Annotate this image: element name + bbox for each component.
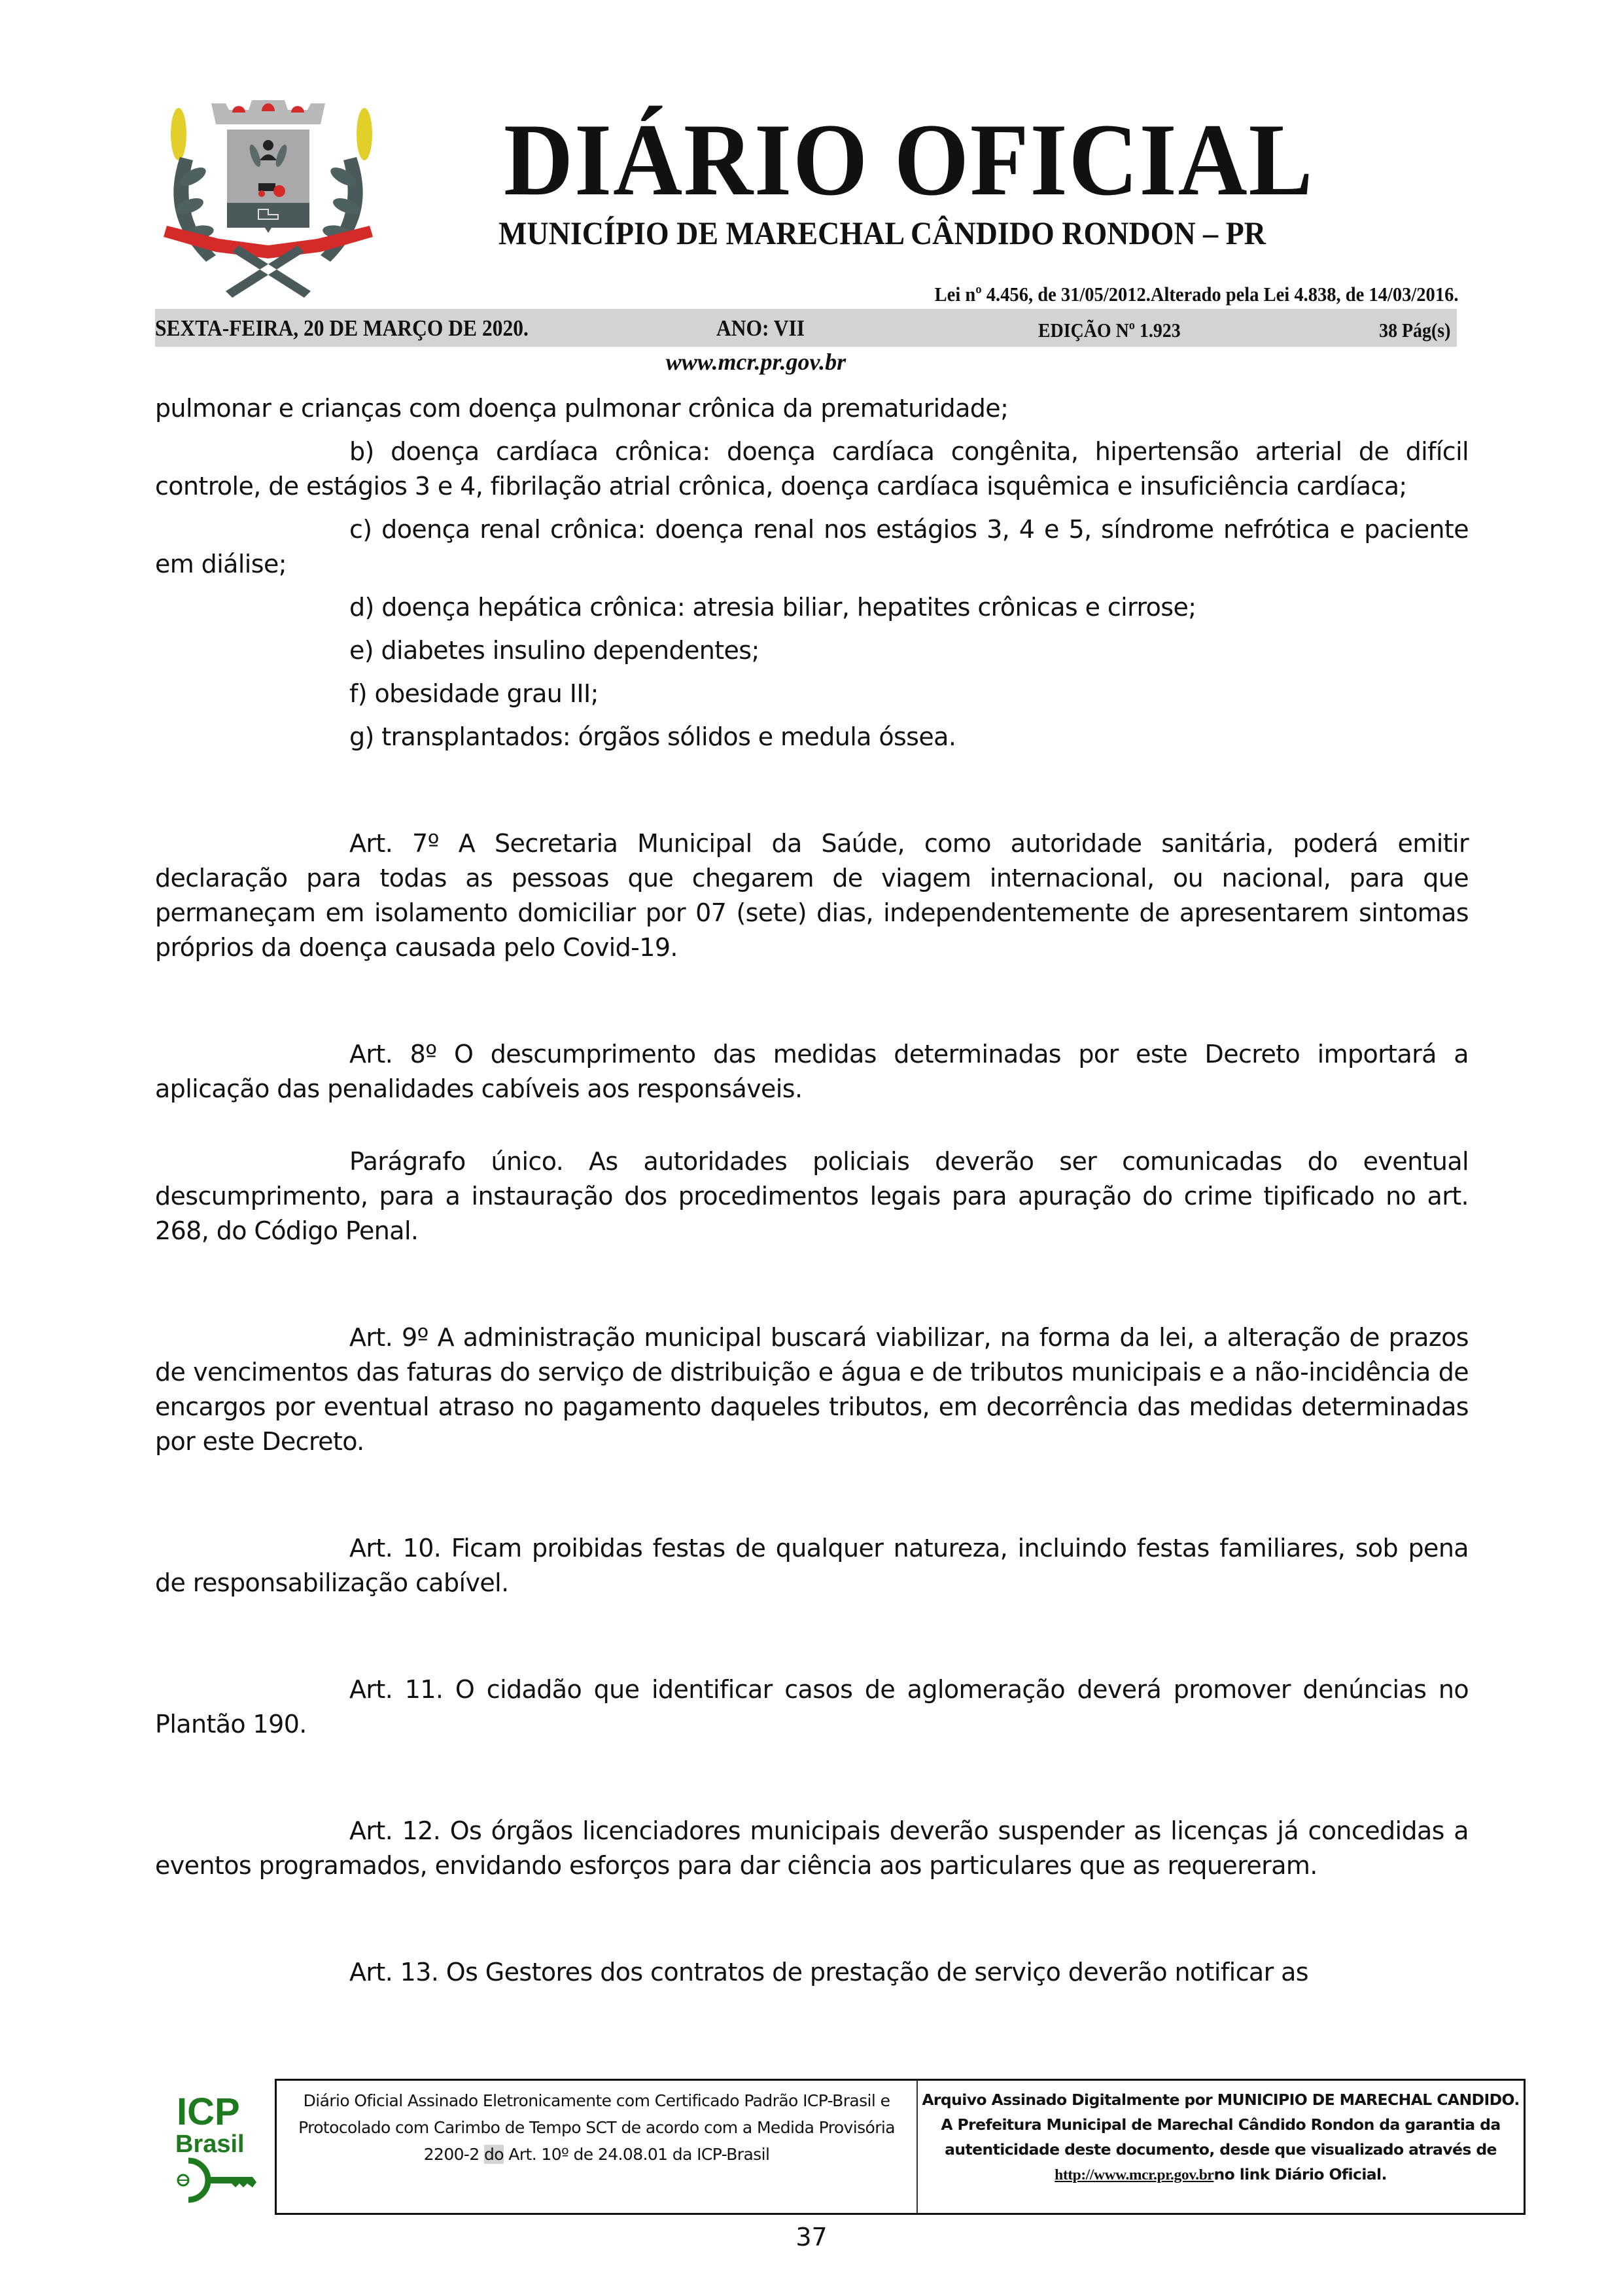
item-d: d) doença hepática crônica: atresia biliar, hepatites crônicas e cirrose; <box>349 593 1196 622</box>
municipality-subtitle: MUNICÍPIO DE MARECHAL CÂNDIDO RONDON – PR <box>498 215 1266 251</box>
wheat-right-icon <box>357 108 372 160</box>
law-reference: Lei nº 4.456, de 31/05/2012.Alterado pela Lei 4.838, de 14/03/2016. <box>934 283 1458 306</box>
page-number: 37 <box>795 2223 828 2252</box>
signature-text: Arquivo Assinado Digitalmente por MUNICIPIO DE MARECHAL CANDIDO. A Prefeitura Municipal de Marechal Cândido Rondon da garantia da autenticidade deste documento, desde que visualizado através de <box>922 2091 1520 2159</box>
article-11: Art. 11. O cidadão que identificar casos de aglomeração deverá promover denúncias no Plantão 190. <box>155 1675 1469 1739</box>
icp-logo-line1: ICP <box>177 2092 240 2133</box>
signature-notice-box <box>275 2079 1526 2215</box>
icp-logo-line2: Brasil <box>175 2130 245 2158</box>
item-f: f) obesidade grau III; <box>349 679 599 708</box>
certificate-text-end: Art. 10º de 24.08.01 da ICP-Brasil <box>503 2145 770 2164</box>
icp-brasil-logo <box>175 2092 260 2208</box>
article-13: Art. 13. Os Gestores dos contratos de prestação de serviço deverão notificar as <box>349 1958 1308 1987</box>
signature-link-suffix: no link Diário Oficial. <box>1213 2165 1387 2183</box>
item-e: e) diabetes insulino dependentes; <box>349 636 759 665</box>
article-12: Art. 12. Os órgãos licenciadores municipais deverão suspender as licenças já concedidas a eventos programados, envidando esforços para dar ciência aos particulares que as requereram. <box>155 1816 1469 1880</box>
publication-date: SEXTA-FEIRA, 20 DE MARÇO DE 2020. <box>155 315 529 341</box>
article-9: Art. 9º A administração municipal buscará viabilizar, na forma da lei, a alteração de prazos de vencimentos das faturas do serviço de distribuição e água e de tributos municipais e a não-incidência de encargos por eventual atraso no pagamento daqueles tributos, em decorrência das medidas determinadas por este Decreto. <box>155 1323 1469 1456</box>
certificate-notice <box>277 2081 918 2213</box>
wheat-left-icon <box>171 108 186 160</box>
document-body <box>155 391 1469 1990</box>
edition-number: EDIÇÃO Nº 1.923 <box>1038 319 1181 342</box>
paragraph-continuation: pulmonar e crianças com doença pulmonar crônica da prematuridade; <box>155 394 1009 423</box>
digital-signature-notice <box>918 2081 1524 2219</box>
newspaper-title: DIÁRIO OFICIAL <box>504 103 1314 217</box>
coat-of-arms-logo <box>154 98 383 301</box>
publication-year: ANO: VII <box>716 315 805 341</box>
coat-of-arms-icon <box>154 98 383 301</box>
item-b: b) doença cardíaca crônica: doença cardíaca congênita, hipertensão arterial de difícil controle, de estágios 3 e 4, fibrilação atrial crônica, doença cardíaca isquêmica e insuficiência cardíaca; <box>155 437 1469 501</box>
icp-key-icon <box>175 2092 260 2208</box>
article-8-sole-paragraph: Parágrafo único. As autoridades policiais deverão ser comunicadas do eventual descumprimento, para a instauração dos procedimentos legais para apuração do crime tipificado no art. 268, do Código Penal. <box>155 1147 1469 1245</box>
highlighted-word: do <box>484 2145 504 2164</box>
article-8: Art. 8º O descumprimento das medidas determinadas por este Decreto importará a aplicação das penalidades cabíveis aos responsáveis. <box>155 1040 1469 1103</box>
certificate-text: Diário Oficial Assinado Eletronicamente com Certificado Padrão ICP-Brasil e Protocolado com Carimbo de Tempo SCT de acordo com a Medida Provisória 2200-2 <box>298 2091 895 2164</box>
article-7: Art. 7º A Secretaria Municipal da Saúde, como autoridade sanitária, poderá emitir declaração para todas as pessoas que chegarem de viagem internacional, ou nacional, para que permaneçam em isolamento domiciliar por 07 (sete) dias, independentemente de apresentarem sintomas próprios da doença causada pelo Covid-19. <box>155 829 1469 962</box>
page-count: 38 Pág(s) <box>1378 319 1450 342</box>
item-g: g) transplantados: órgãos sólidos e medula óssea. <box>349 722 956 751</box>
edition-info-bar <box>155 309 1457 347</box>
item-c: c) doença renal crônica: doença renal nos estágios 3, 4 e 5, síndrome nefrótica e paciente em diálise; <box>155 515 1469 578</box>
site-url-link[interactable]: www.mcr.pr.gov.br <box>665 349 846 375</box>
article-10: Art. 10. Ficam proibidas festas de qualquer natureza, incluindo festas familiares, sob pena de responsabilização cabível. <box>155 1534 1469 1597</box>
official-site-link[interactable]: http://www.mcr.pr.gov.br <box>1055 2166 1214 2183</box>
